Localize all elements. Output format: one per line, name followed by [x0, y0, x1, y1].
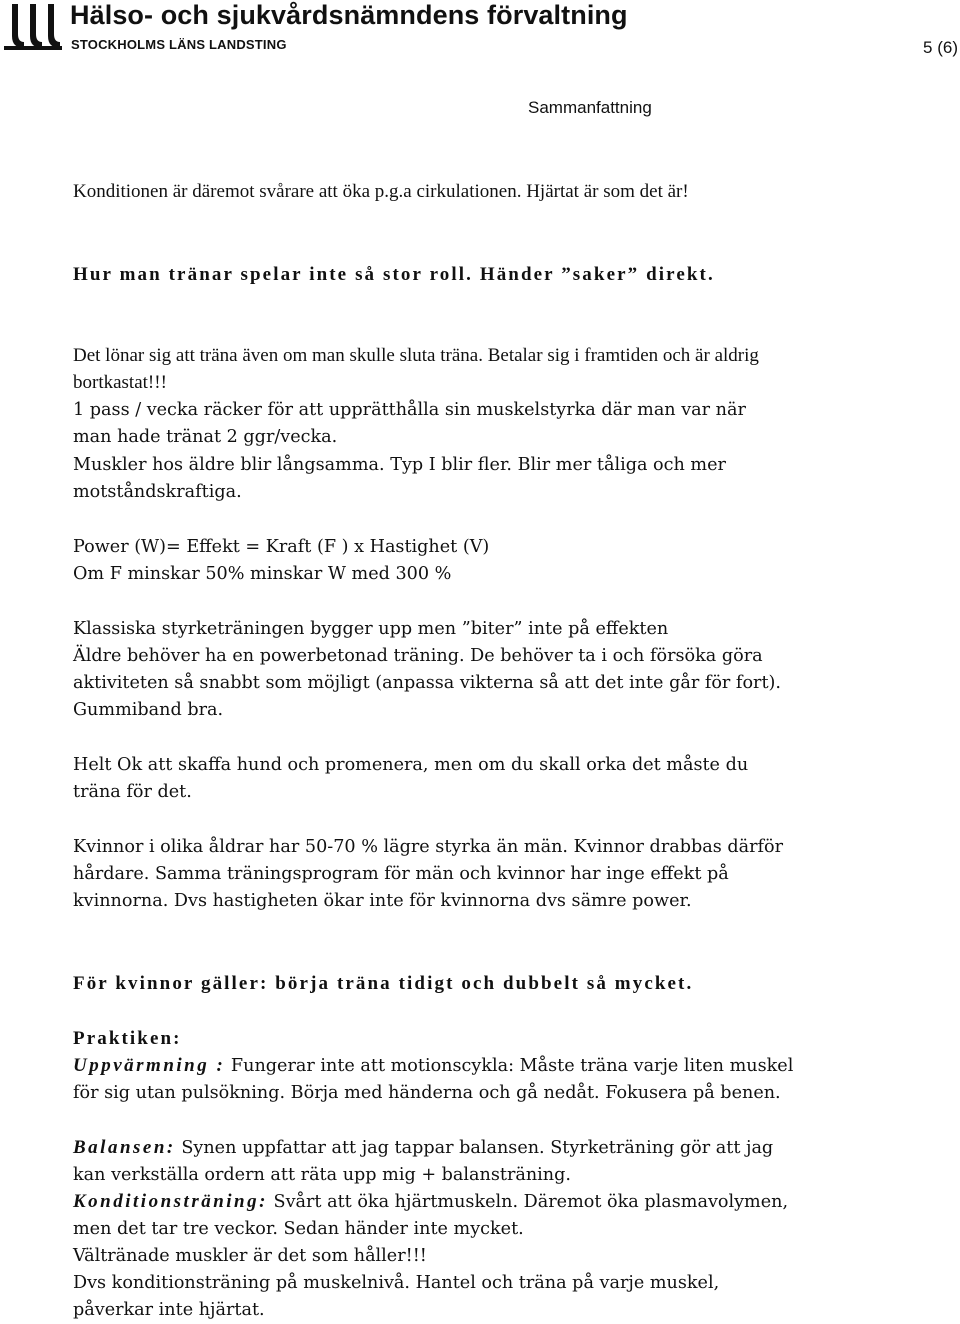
paragraph-dvs-kondition: Dvs konditionsträning på muskelnivå. Hantel och träna på varje muskel, påverkar inte hjärtat. — [73, 1273, 720, 1321]
organization-subtitle: STOCKHOLMS LÄNS LANDSTING — [71, 37, 287, 52]
sll-logo-mark-icon — [4, 2, 62, 52]
paragraph-om-f-minskar: Om F minskar 50% minskar W med 300 % — [73, 564, 452, 584]
paragraph-ett-pass: 1 pass / vecka räcker för att upprätthålla sin muskelstyrka där man var när man hade tränat 2 ggr/vecka. — [73, 400, 746, 448]
paragraph-aldre-behover: Äldre behöver ha en powerbetonad träning. De behöver ta i och försöka göra aktiviteten så snabbt som möjligt (anpassa vikterna så att det inte går för fort). Gummiband bra. — [73, 646, 781, 721]
paragraph-klassiska: Klassiska styrketräningen bygger upp men ”biter” inte på effekten — [73, 619, 669, 639]
paragraph-muskler-aldre: Muskler hos äldre blir långsamma. Typ I blir fler. Blir mer tåliga och mer motståndskraftiga. — [73, 455, 726, 503]
paragraph-hur-man-tranar: Hur man tränar spelar inte så stor roll. Händer ”saker” direkt. — [73, 264, 715, 285]
paragraph-power-formula: Power (W)= Effekt = Kraft (F ) x Hastighet (V) — [73, 537, 490, 557]
organization-logo — [4, 2, 704, 54]
heading-praktiken: Praktiken: — [73, 1028, 182, 1049]
paragraph-kvinnor: Kvinnor i olika åldrar har 50-70 % lägre styrka än män. Kvinnor drabbas därför hårdare. Samma träningsprogram för män och kvinnor har inge effekt på kvinnorna. Dvs hastigheten ökar inte för kvinnorna dvs sämre power. — [73, 837, 784, 912]
paragraph-konditionstraning: Konditionsträning: Svårt att öka hjärtmuskeln. Däremot öka plasmavolymen, men det tar tre veckor. Sedan händer inte mycket. — [73, 1191, 789, 1240]
paragraph-for-kvinnor: För kvinnor gäller: börja träna tidigt och dubbelt så mycket. — [73, 973, 694, 994]
paragraph-kondition: Konditionen är däremot svårare att öka p.g.a cirkulationen. Hjärtat är som det är! — [73, 181, 689, 202]
label-balansen: Balansen: — [73, 1137, 176, 1158]
organization-title: Hälso- och sjukvårdsnämndens förvaltning — [70, 0, 628, 30]
paragraph-valtranade: Vältränade muskler är det som håller!!! — [73, 1246, 427, 1266]
label-uppvarmning: Uppvärmning : — [73, 1055, 226, 1076]
document-label: Sammanfattning — [528, 98, 652, 117]
label-konditionstraning: Konditionsträning: — [73, 1191, 268, 1212]
page-number: 5 (6) — [923, 38, 958, 57]
paragraph-hund: Helt Ok att skaffa hund och promenera, men om du skall orka det måste du träna för det. — [73, 755, 749, 803]
paragraph-lonar-sig: Det lönar sig att träna även om man skulle sluta träna. Betalar sig i framtiden och är aldrig bortkastat!!! — [73, 345, 759, 394]
paragraph-uppvarmning: Uppvärmning : Fungerar inte att motionscykla: Måste träna varje liten muskel för sig utan pulsökning. Börja med händerna och gå nedåt. Fokusera på benen. — [73, 1055, 794, 1104]
paragraph-balansen: Balansen: Synen uppfattar att jag tappar balansen. Styrketräning gör att jag kan verkställa ordern att räta upp mig + balansträning. — [73, 1137, 774, 1186]
